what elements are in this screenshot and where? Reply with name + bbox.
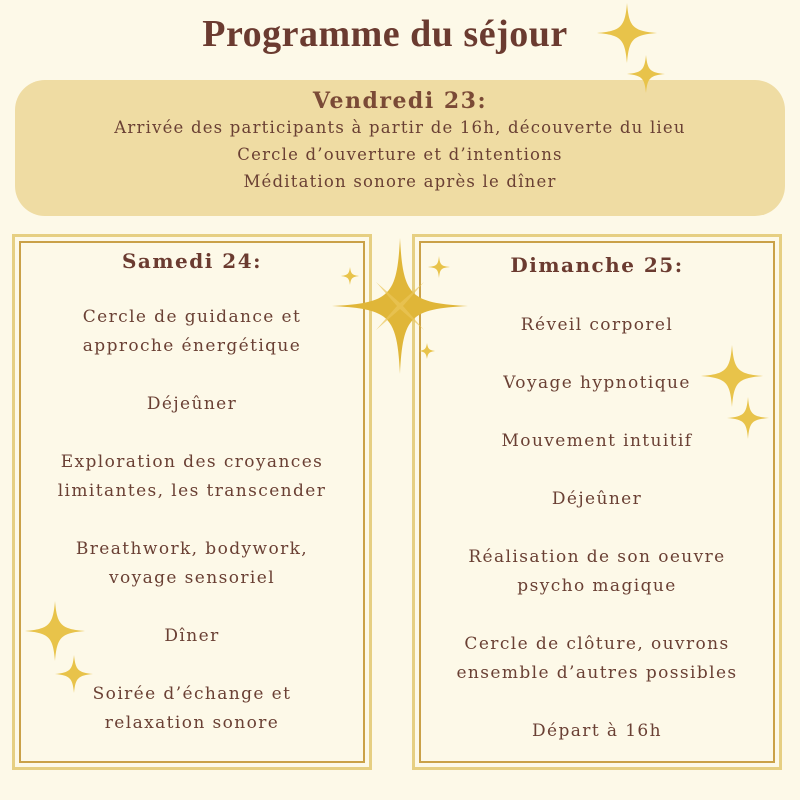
item-line: Réveil corporel [520, 315, 674, 335]
item-line: Exploration des croyances [60, 452, 324, 472]
item-line: Voyage hypnotique [503, 373, 691, 393]
saturday-day-heading: Samedi 24: [121, 249, 263, 273]
friday-line: Cercle d’ouverture et d’intentions [237, 145, 563, 164]
item-line: Dîner [164, 626, 220, 646]
sunday-item [415, 543, 779, 601]
page-title: Programme du séjour [202, 13, 568, 55]
sunday-item [415, 369, 779, 398]
sunday-item [415, 427, 779, 456]
item-line: Réalisation de son oeuvre [468, 547, 726, 567]
sunday-day-heading: Dimanche 25: [510, 253, 684, 277]
saturday-item [15, 535, 369, 593]
sunday-card [412, 234, 782, 770]
item-line: Breathwork, bodywork, [75, 539, 309, 559]
saturday-item [15, 680, 369, 738]
sunday-item [415, 717, 779, 746]
saturday-card [12, 234, 372, 770]
friday-line: Méditation sonore après le dîner [243, 172, 557, 191]
saturday-item [15, 303, 369, 361]
item-line: ensemble d’autres possibles [456, 663, 738, 683]
item-line: psycho magique [517, 576, 677, 596]
item-line: relaxation sonore [104, 713, 280, 733]
friday-line: Arrivée des participants à partir de 16h, découverte du lieu [114, 118, 686, 137]
sunday-item [415, 311, 779, 340]
saturday-item [15, 622, 369, 651]
saturday-item [15, 390, 369, 419]
item-line: limitantes, les transcender [57, 481, 327, 501]
item-line: Soirée d’échange et [92, 684, 292, 704]
item-line: Départ à 16h [532, 721, 662, 741]
item-line: Mouvement intuitif [501, 431, 693, 451]
item-line: voyage sensoriel [108, 568, 276, 588]
item-line: Déjeûner [146, 394, 238, 414]
item-line: Cercle de guidance et [82, 307, 302, 327]
item-line: Déjeûner [551, 489, 643, 509]
friday-day-heading: Vendredi 23: [312, 88, 488, 114]
item-line: approche énergétique [82, 336, 302, 356]
sunday-item [415, 630, 779, 688]
friday-banner [15, 80, 785, 216]
sunday-item [415, 485, 779, 514]
item-line: Cercle de clôture, ouvrons [464, 634, 730, 654]
saturday-item [15, 448, 369, 506]
